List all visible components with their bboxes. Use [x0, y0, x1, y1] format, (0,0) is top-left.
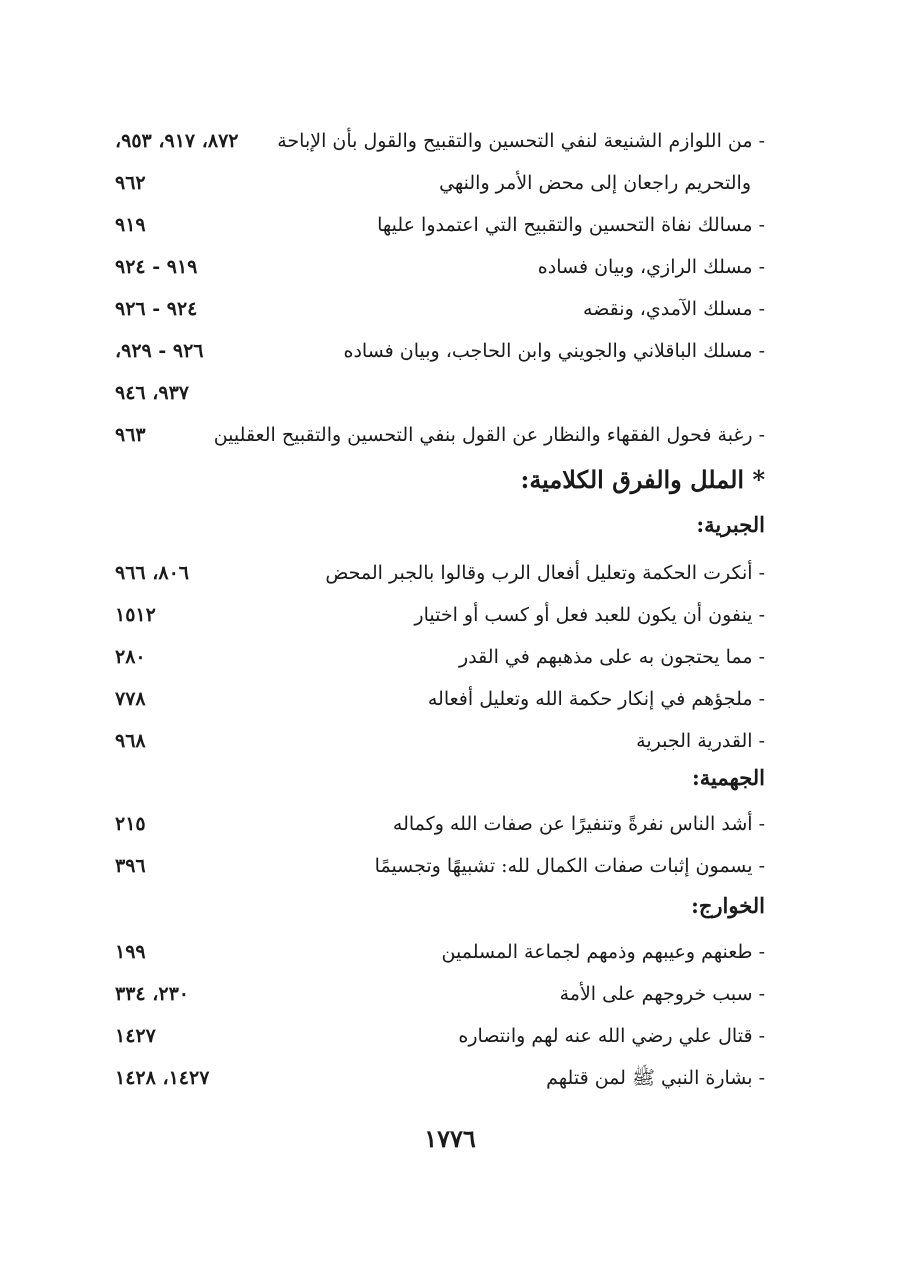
index-entry	[110, 553, 765, 593]
index-entry	[110, 932, 765, 972]
entry-text: - مما يحتجون به على مذهبهم في القدر	[459, 646, 765, 668]
index-entry	[110, 415, 765, 455]
entry-pages: ٩٦٣	[115, 424, 146, 446]
entry-pages: ٢٨٠	[115, 646, 146, 668]
entry-pages: ٢١٥	[115, 813, 146, 835]
entry-text: - القدرية الجبرية	[636, 730, 765, 752]
entry-text: - مسلك الرازي، وبيان فساده	[537, 256, 765, 278]
entry-text: - ينفون أن يكون للعبد فعل أو كسب أو اختيار	[414, 604, 765, 626]
entry-pages: ٩١٩	[115, 214, 146, 236]
entry-pages: ٣٩٦	[115, 855, 146, 877]
entry-text: - بشارة النبي ﷺ لمن قتلهم	[546, 1067, 765, 1089]
index-entry	[110, 846, 765, 886]
index-entry	[110, 1016, 765, 1056]
index-entry	[110, 1058, 765, 1098]
entry-pages: ١٤٢٧	[115, 1025, 156, 1047]
index-entry	[110, 247, 765, 287]
entry-text: - سبب خروجهم على الأمة	[559, 983, 765, 1005]
entry-text: - ملجؤهم في إنكار حكمة الله وتعليل أفعاله	[427, 688, 765, 710]
index-entry	[110, 331, 765, 371]
entry-pages: ١٥١٢	[115, 604, 156, 626]
entry-pages: ٩٢٤ - ٩٢٦	[115, 298, 198, 320]
entry-text: - قتال علي رضي الله عنه لهم وانتصاره	[458, 1025, 765, 1047]
entry-pages: ٩١٩ - ٩٢٤	[115, 256, 198, 278]
entry-text: - مسالك نفاة التحسين والتقبيح التي اعتمدوا عليها	[377, 214, 765, 236]
subheading-jabriya: الجبرية:	[696, 512, 765, 537]
index-entry	[110, 721, 765, 761]
entry-pages: ١٤٢٧، ١٤٢٨	[115, 1067, 210, 1089]
entry-pages: ٨٧٢، ٩١٧، ٩٥٣،	[115, 130, 239, 152]
subheading-jahmiya: الجهمية:	[692, 765, 765, 790]
entry-text: - رغبة فحول الفقهاء والنظار عن القول بنفي التحسين والتقبيح العقليين	[213, 424, 765, 446]
index-entry	[110, 637, 765, 677]
index-entry	[110, 163, 765, 203]
entry-text: - أنكرت الحكمة وتعليل أفعال الرب وقالوا بالجبر المحض	[325, 562, 765, 584]
entry-text: - من اللوازم الشنيعة لنفي التحسين والتقبيح والقول بأن الإباحة	[277, 130, 765, 152]
entry-text: - مسلك الآمدي، ونقضه	[583, 298, 765, 320]
subheading-khawarij: الخوارج:	[691, 893, 765, 918]
entry-pages: ١٩٩	[115, 941, 146, 963]
index-entry	[110, 289, 765, 329]
entry-text: والتحريم راجعان إلى محض الأمر والنهي	[439, 172, 751, 194]
entry-pages: ٩٦٨	[115, 730, 146, 752]
page-number: ١٧٧٦	[424, 1124, 476, 1153]
index-entry	[110, 595, 765, 635]
entry-pages: ٩٦٢	[115, 172, 146, 194]
index-entry	[110, 373, 765, 413]
entry-text: - أشد الناس نفرةً وتنفيرًا عن صفات الله وكماله	[392, 813, 765, 835]
entry-pages: ٢٣٠، ٣٣٤	[115, 983, 189, 1005]
entry-text: - يسمون إثبات صفات الكمال لله: تشبيهًا وتجسيمًا	[374, 855, 765, 877]
entry-text: - طعنهم وعيبهم وذمهم لجماعة المسلمين	[441, 941, 765, 963]
index-entry	[110, 974, 765, 1014]
entry-text: - مسلك الباقلاني والجويني وابن الحاجب، وبيان فساده	[343, 340, 765, 362]
entry-pages: ٩٣٧، ٩٤٦	[115, 382, 189, 404]
entry-pages: ٧٧٨	[115, 688, 146, 710]
index-entry	[110, 121, 765, 161]
index-entry	[110, 205, 765, 245]
index-entry	[110, 679, 765, 719]
index-entry	[110, 804, 765, 844]
section-title: * الملل والفرق الكلامية:	[520, 465, 765, 494]
entry-pages: ٩٢٦ - ٩٢٩،	[115, 340, 204, 362]
entry-pages: ٨٠٦، ٩٦٦	[115, 562, 189, 584]
